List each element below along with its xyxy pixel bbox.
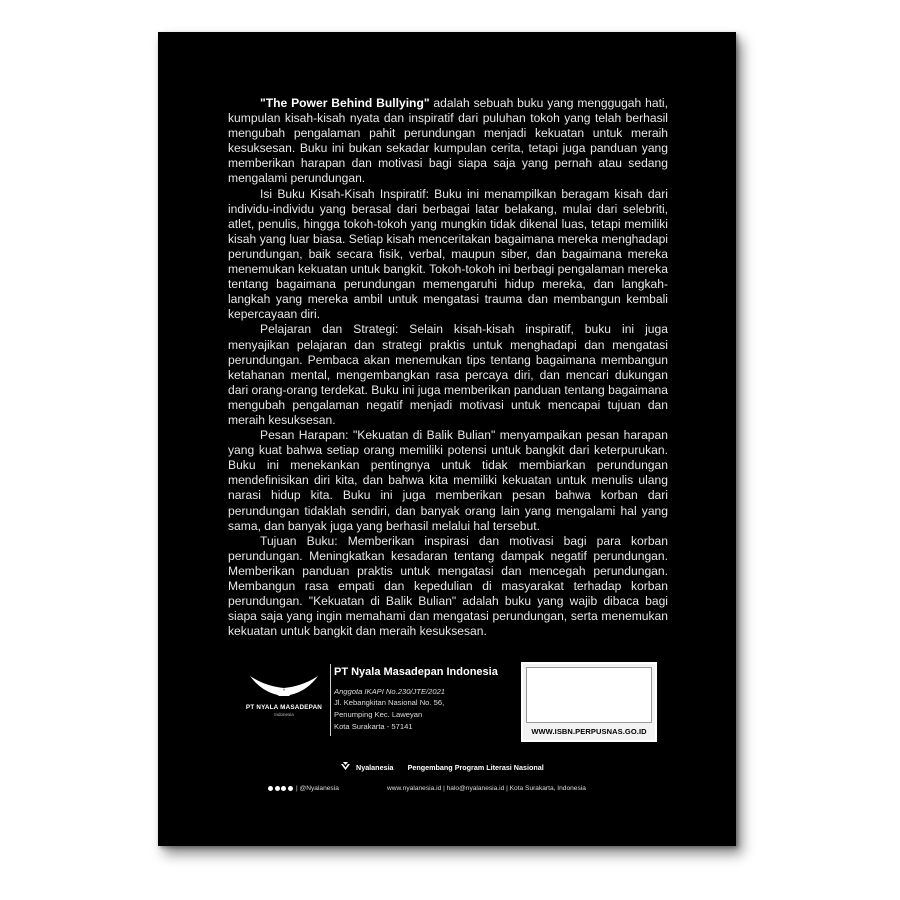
logo-subtitle: Indonesia bbox=[274, 712, 294, 717]
address-line: Penumping Kec. Laweyan bbox=[334, 710, 423, 719]
section-heading: Tujuan Buku: bbox=[260, 533, 338, 548]
paragraph-text: Selain kisah-kisah inspiratif, buku ini juga menyajikan pelajaran dan strategi praktis untuk menghadapi dan mengatasi perundungan. Pembaca akan menemukan tips tentang bagaimana membangun ketahanan mental, mengembangkan rasa percaya diri, dan mencari dukungan dari orang-orang terdekat. Buku ini juga memberikan panduan tentang bagaimana mengubah pengalaman negatif menjadi motivasi untuk mencapai tujuan dan meraih kesuksesan. bbox=[228, 322, 668, 427]
book-title-lead: "The Power Behind Bullying" bbox=[260, 96, 430, 110]
section-heading: Pelajaran dan Strategi: bbox=[260, 322, 399, 337]
ikapi-membership: Anggota IKAPI No.230/JTE/2021 bbox=[334, 687, 446, 696]
paragraph-pelajaran bbox=[228, 322, 668, 428]
synopsis bbox=[228, 96, 668, 639]
tiktok-icon[interactable] bbox=[288, 786, 293, 791]
paragraph-text: adalah sebuah buku yang menggugah hati, kumpulan kisah-kisah nyata dan inspiratif dari puluhan tokoh yang telah berhasil mengubah pengalaman pahit perundungan menjadi kekuatan untuk meraih kesuksesan. Buku ini bukan sekadar kumpulan cerita, tetapi juga panduan yang memberikan harapan dan motivasi bagi siapa saja yang pernah atau sedang mengalami perundungan. bbox=[228, 96, 668, 186]
brand-tagline: Pengembang Program Literasi Nasional bbox=[407, 762, 544, 772]
instagram-icon[interactable] bbox=[268, 786, 273, 791]
section-heading: Isi Buku Kisah-Kisah Inspiratif: bbox=[260, 186, 429, 201]
logo-name: PT NYALA MASADEPAN bbox=[245, 704, 323, 711]
barcode-placeholder bbox=[526, 667, 652, 723]
paragraph-text: Buku ini menampilkan beragam kisah dari individu-individu yang berasal dari berbagai latar belakang, mulai dari selebriti, atlet, penulis, hingga tokoh-tokoh yang mungkin tidak dikenal luas, tetapi memiliki kisah yang luar biasa. Setiap kisah menceritakan bagaimana mereka menghadapi perundungan, baik secara fisik, verbal, maupun siber, dan bagaimana mereka menemukan kekuatan untuk bangkit. Tokoh-tokoh ini berbagi pengalaman mereka tentang bagaimana perundungan memengaruhi hidup mereka, dan langkah-langkah yang mereka ambil untuk mengatasi trauma dan membangun kembali kepercayaan diri. bbox=[228, 186, 668, 322]
paragraph-text: Memberikan inspirasi dan motivasi bagi para korban perundungan. Meningkatkan kesadaran tentang dampak negatif perundungan. Memberikan panduan praktis untuk mengatasi dan mencegah perundungan. Membangun rasa empati dan kepedulian di masyarakat terhadap korban perundungan. "Kekuatan di Balik Bulian" adalah buku yang wajib dibaca bagi siapa saja yang ingin memahami dan mengatasi perundungan, serta menemukan kekuatan untuk bangkit dan meraih kesuksesan. bbox=[228, 533, 668, 639]
brand-name: Nyalanesia bbox=[356, 762, 394, 772]
contact-info: www.nyalanesia.id | halo@nyalanesia.id | Kota Surakarta, Indonesia bbox=[387, 785, 586, 792]
isbn-url: WWW.ISBN.PERPUSNAS.GO.ID bbox=[531, 727, 647, 736]
brand-bar bbox=[340, 762, 544, 772]
publisher-info bbox=[334, 666, 514, 733]
publisher-logo bbox=[238, 674, 330, 744]
section-heading: Pesan Harapan: bbox=[260, 428, 349, 443]
paragraph-text: "Kekuatan di Balik Bulian" menyampaikan pesan harapan yang kuat bahwa setiap orang memiliki potensi untuk bangkit dari keterpurukan. Buku ini menekankan pentingnya untuk tidak membiarkan perundungan mendefinisikan diri kita, dan bahwa kita memiliki kekuatan untuk menulis ulang narasi hidup kita. Buku ini juga memberikan pesan bahwa korban dari perundungan tidaklah sendiri, dan banyak orang lain yang mengalami hal yang sama, dan banyak juga yang berhasil melalui hal tersebut. bbox=[228, 428, 668, 533]
paragraph-isi-buku bbox=[228, 187, 668, 323]
publisher-name: PT Nyala Masadepan Indonesia bbox=[334, 666, 498, 678]
social-handle: | @Nyalanesia bbox=[296, 785, 339, 792]
facebook-icon[interactable] bbox=[275, 786, 280, 791]
nyalanesia-icon bbox=[340, 762, 351, 772]
social-links bbox=[268, 785, 339, 792]
youtube-icon[interactable] bbox=[281, 786, 286, 791]
isbn-box bbox=[521, 662, 657, 742]
wings-icon bbox=[248, 674, 320, 700]
paragraph-tujuan bbox=[228, 534, 668, 640]
address-line: Jl. Kebangkitan Nasional No. 56, bbox=[334, 698, 445, 707]
address-line: Kota Surakarta - 57141 bbox=[334, 722, 413, 731]
paragraph-pesan-harapan bbox=[228, 428, 668, 534]
divider bbox=[330, 664, 331, 736]
book-back-cover bbox=[158, 32, 736, 846]
paragraph-intro bbox=[228, 96, 668, 187]
